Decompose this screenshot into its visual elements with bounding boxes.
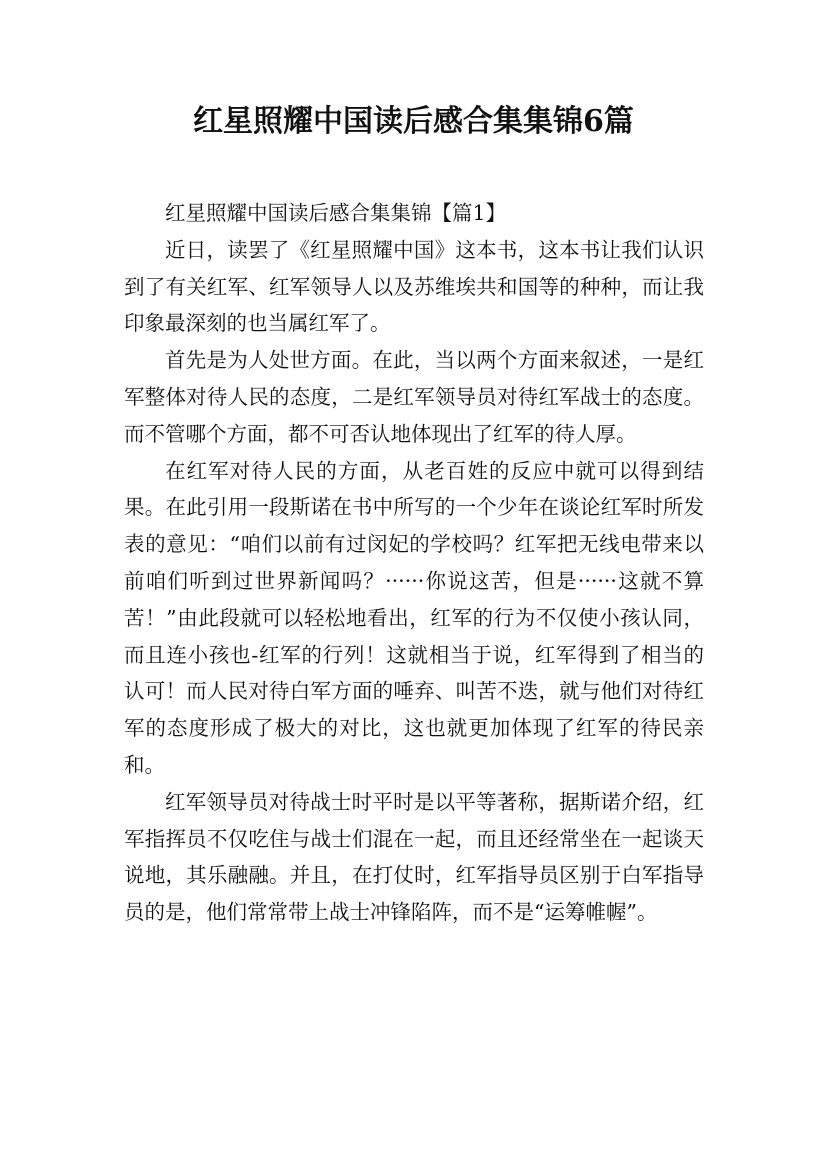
paragraph-1: 近日，读罢了《红星照耀中国》这本书，这本书让我们认识到了有关红军、红军领导人以及苏维埃共和国等的种种，而让我印象最深刻的也当属红军了。: [124, 237, 704, 336]
paragraph-2: 首先是为人处世方面。在此，当以两个方面来叙述，一是红军整体对待人民的态度，二是红军领导员对待红军战士的态度。而不管哪个方面，都不可否认地体现出了红军的待人厚。: [124, 348, 704, 446]
section-heading: 红星照耀中国读后感合集集锦【篇1】: [165, 201, 507, 225]
document-body: [124, 195, 704, 931]
document-title: 红星照耀中国读后感合集集锦6篇: [193, 104, 634, 139]
paragraph-4: 红军领导员对待战士时平时是以平等著称，据斯诺介绍，红军指挥员不仅吃住与战士们混在一起，而且还经常坐在一起谈天说地，其乐融融。并且，在打仗时，红军指导员区别于白军指导员的是，他们常常带上战士冲锋陷阵，而不是“运筹帷幄”。: [124, 789, 704, 925]
paragraph-3: 在红军对待人民的方面，从老百姓的反应中就可以得到结果。在此引用一段斯诺在书中所写的一个少年在谈论红军时所发表的意见：“咱们以前有过闵妃的学校吗？红军把无线电带来以前咱们听到过世界新闻吗？······你说这苦，但是······这就不算苦！”由此段就可以轻松地看出，红军的行为不仅使小孩认同，而且连小孩也-红军的行列！这就相当于说，红军得到了相当的认可！而人民对待白军方面的唾弃、叫苦不迭，就与他们对待红军的态度形成了极大的对比，这也就更加体现了红军的待民亲和。: [124, 458, 704, 777]
